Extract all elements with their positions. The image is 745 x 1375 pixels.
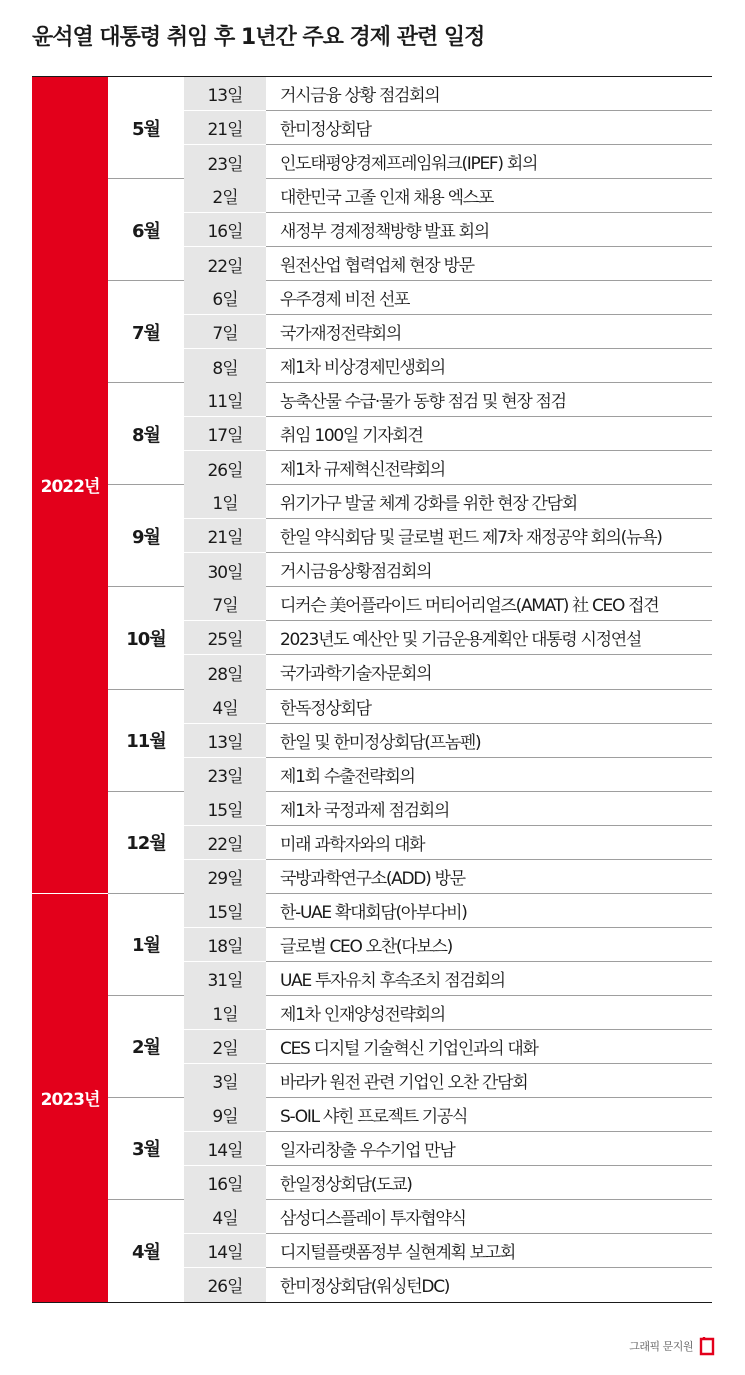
event-description: 취임 100일 기자회견 <box>266 417 712 451</box>
event-day: 28일 <box>184 655 266 689</box>
event-day: 13일 <box>184 77 266 111</box>
event-day: 18일 <box>184 928 266 962</box>
event-description: 제1차 규제혁신전략회의 <box>266 451 712 485</box>
event-description: S-OIL 샤힌 프로젝트 기공식 <box>266 1098 712 1132</box>
event-day: 22일 <box>184 247 266 281</box>
month-label: 10월 <box>108 587 184 689</box>
event-day: 30일 <box>184 553 266 587</box>
month-label: 9월 <box>108 485 184 587</box>
event-day: 11일 <box>184 383 266 417</box>
event-description: 대한민국 고졸 인재 채용 엑스포 <box>266 179 712 213</box>
event-description: 한미정상회담(워싱턴DC) <box>280 1277 450 1298</box>
month-label: 1월 <box>108 894 184 996</box>
event-description: 한독정상회담 <box>266 690 712 724</box>
event-day: 25일 <box>184 621 266 655</box>
year-label: 2022년 <box>32 77 108 894</box>
month-label: 3월 <box>108 1098 184 1200</box>
year-label: 2023년 <box>32 894 108 1302</box>
event-day: 7일 <box>184 315 266 349</box>
month-label: 6월 <box>108 179 184 281</box>
event-day: 16일 <box>184 213 266 247</box>
event-description: 제1차 인재양성전략회의 <box>266 996 712 1030</box>
event-day: 4일 <box>184 1200 266 1234</box>
event-day: 8일 <box>184 349 266 383</box>
event-day: 2일 <box>184 179 266 213</box>
event-description: 한일정상회담(도쿄) <box>266 1166 712 1200</box>
page-title: 윤석열 대통령 취임 후 1년간 주요 경제 관련 일정 <box>32 25 485 50</box>
event-day: 1일 <box>184 485 266 519</box>
event-day: 2일 <box>184 1030 266 1064</box>
event-description: 우주경제 비전 선포 <box>266 281 712 315</box>
event-description: 국방과학연구소(ADD) 방문 <box>266 860 712 894</box>
event-description: 글로벌 CEO 오찬(다보스) <box>266 928 712 962</box>
event-day: 6일 <box>184 281 266 315</box>
event-description: CES 디지털 기술혁신 기업인과의 대화 <box>266 1030 712 1064</box>
month-label: 12월 <box>108 792 184 894</box>
month-label: 11월 <box>108 690 184 792</box>
event-day: 13일 <box>184 724 266 758</box>
event-day: 22일 <box>184 826 266 860</box>
event-day: 29일 <box>184 860 266 894</box>
event-description: 한일 및 한미정상회담(프놈펜) <box>266 724 712 758</box>
event-day: 23일 <box>184 145 266 179</box>
month-label: 8월 <box>108 383 184 485</box>
event-day: 4일 <box>184 690 266 724</box>
event-description: 미래 과학자와의 대화 <box>266 826 712 860</box>
event-day: 1일 <box>184 996 266 1030</box>
event-description: 디커슨 美어플라이드 머티어리얼즈(AMAT) 社 CEO 접견 <box>266 587 712 621</box>
event-description: 한일 약식회담 및 글로벌 펀드 제7차 재정공약 회의(뉴욕) <box>266 519 712 553</box>
event-description: 거시금융 상황 점검회의 <box>266 77 712 111</box>
event-day: 3일 <box>184 1064 266 1098</box>
event-day: 14일 <box>184 1132 266 1166</box>
event-day: 7일 <box>184 587 266 621</box>
event-description: 국가재정전략회의 <box>266 315 712 349</box>
event-day: 26일 <box>184 451 266 485</box>
event-description: 새정부 경제정책방향 발표 회의 <box>266 213 712 247</box>
month-label: 5월 <box>108 77 184 179</box>
schedule-table <box>32 76 712 1303</box>
event-description: 제1회 수출전략회의 <box>266 758 712 792</box>
event-day: 9일 <box>184 1098 266 1132</box>
event-description: 위기가구 발굴 체계 강화를 위한 현장 간담회 <box>266 485 712 519</box>
event-day: 17일 <box>184 417 266 451</box>
event-day: 14일 <box>184 1234 266 1268</box>
event-day: 15일 <box>184 894 266 928</box>
event-day: 21일 <box>184 111 266 145</box>
month-label: 2월 <box>108 996 184 1098</box>
event-description: 2023년도 예산안 및 기금운용계획안 대통령 시정연설 <box>266 621 712 655</box>
event-description: 농축산물 수급·물가 동향 점검 및 현장 점검 <box>266 383 712 417</box>
event-day: 15일 <box>184 792 266 826</box>
event-description: 일자리창출 우수기업 만남 <box>266 1132 712 1166</box>
event-description: 삼성디스플레이 투자협약식 <box>266 1200 712 1234</box>
event-description: 제1차 국정과제 점검회의 <box>266 792 712 826</box>
credit-text: 그래픽 문지원 <box>629 1340 693 1353</box>
event-description: 바라카 원전 관련 기업인 오찬 간담회 <box>266 1064 712 1098</box>
graphic-credit <box>629 1334 715 1358</box>
event-day: 21일 <box>184 519 266 553</box>
event-day: 16일 <box>184 1166 266 1200</box>
event-description: 디지털플랫폼정부 실현계획 보고회 <box>266 1234 712 1268</box>
event-description: 국가과학기술자문회의 <box>266 655 712 689</box>
event-day: 26일 <box>184 1268 266 1302</box>
event-description: 제1차 비상경제민생회의 <box>266 349 712 383</box>
event-description: 원전산업 협력업체 현장 방문 <box>266 247 712 281</box>
event-description: 거시금융상황점검회의 <box>266 553 712 587</box>
event-description: UAE 투자유치 후속조치 점검회의 <box>266 962 712 996</box>
event-day: 31일 <box>184 962 266 996</box>
month-label: 7월 <box>108 281 184 383</box>
event-day: 23일 <box>184 758 266 792</box>
event-description: 한미정상회담 <box>266 111 712 145</box>
event-description: 인도태평양경제프레임워크(IPEF) 회의 <box>266 145 712 179</box>
event-description: 한-UAE 확대회담(아부다비) <box>266 894 712 928</box>
publisher-logo-icon <box>699 1336 715 1356</box>
month-label: 4월 <box>108 1200 184 1302</box>
